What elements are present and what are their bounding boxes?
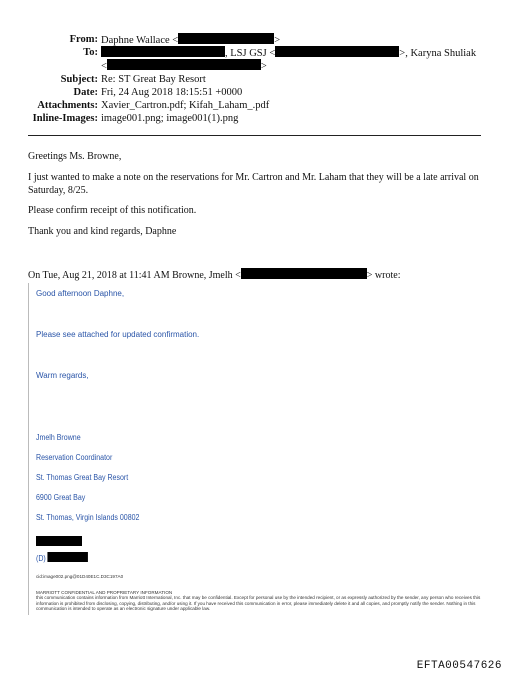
signature-address-1: 6900 Great Bay [36,493,86,502]
confidentiality-title: MARRIOTT CONFIDENTIAL AND PROPRIETARY INFORMATION [36,590,173,595]
from-label: From: [69,34,98,45]
quoted-intro [28,268,483,283]
from-close: > [274,35,281,46]
date-value: Fri, 24 Aug 2018 18:15:51 +0000 [101,87,243,98]
signature-name: Jmelh Browne [36,433,81,442]
redaction-block [275,46,399,57]
redaction-block [241,268,367,279]
quoted-closing: Warm regards, [36,371,89,380]
redaction-block [107,59,261,70]
body-greeting: Greetings Ms. Browne, [28,151,122,162]
body-paragraph-2: Please confirm receipt of this notification. [28,205,197,216]
to-value-part1: , LSJ GSJ < [225,48,276,59]
phone-row [36,552,88,563]
redaction-block [178,33,274,44]
to-value-line2: < [101,61,107,72]
body-paragraph-3: Thank you and kind regards, Daphne [28,226,177,237]
signature-address-2: St. Thomas, Virgin Islands 00802 [36,513,140,522]
body-paragraph-1: I just wanted to make a note on the reservations for Mr. Cartron and Mr. Laham that they will be a late arrival on Saturday, 8/25. [28,172,479,196]
from-value: Daphne Wallace < [101,35,179,46]
attachments-value: Xavier_Cartron.pdf; Kifah_Laham_.pdf [101,100,270,111]
to-label: To: [83,47,98,58]
signature-title: Reservation Coordinator [36,453,113,462]
cid-reference: cid:image002.png@01D40E1C.D3C197A0 [36,574,124,579]
attachments-label: Attachments: [37,100,98,111]
redaction-block [36,536,82,546]
to-value-part2: >, Karyna Shuliak [399,48,477,59]
header-divider [28,135,481,136]
phone-label: (D) [36,554,46,563]
date-label: Date: [73,87,98,98]
quoted-intro-suffix: > wrote: [366,270,401,281]
inline-images-label: Inline-Images: [32,113,98,124]
document-id: EFTA00547626 [416,660,502,672]
quoted-intro-prefix: On Tue, Aug 21, 2018 at 11:41 AM Browne, Jmelh < [28,270,241,281]
redaction-block [101,46,225,57]
quoted-line-1: Please see attached for updated confirmation. [36,330,200,339]
redacted-line [36,532,82,550]
subject-value: Re: ST Great Bay Resort [101,74,206,85]
confidentiality-notice [36,590,481,612]
to-close: > [260,61,267,72]
subject-label: Subject: [60,74,98,85]
inline-images-value: image001.png; image001(1).png [101,113,239,124]
confidentiality-text: this communication contains information from Marriott International, Inc. that may be confidential. Except for personal use by the intended recipient, or as expressly authorized by the sender, any person who receives this information is prohibited from disclosing, copying, distributing, and/or using it. If you have received this communication in error, please immediately delete it and all copies, and promptly notify the sender. Nothing in this communication is intended to operate as an electronic signature under applicable law. [36,595,481,612]
quoted-greeting: Good afternoon Daphne, [36,289,125,298]
signature-company: St. Thomas Great Bay Resort [36,473,129,482]
redaction-block [48,552,88,562]
